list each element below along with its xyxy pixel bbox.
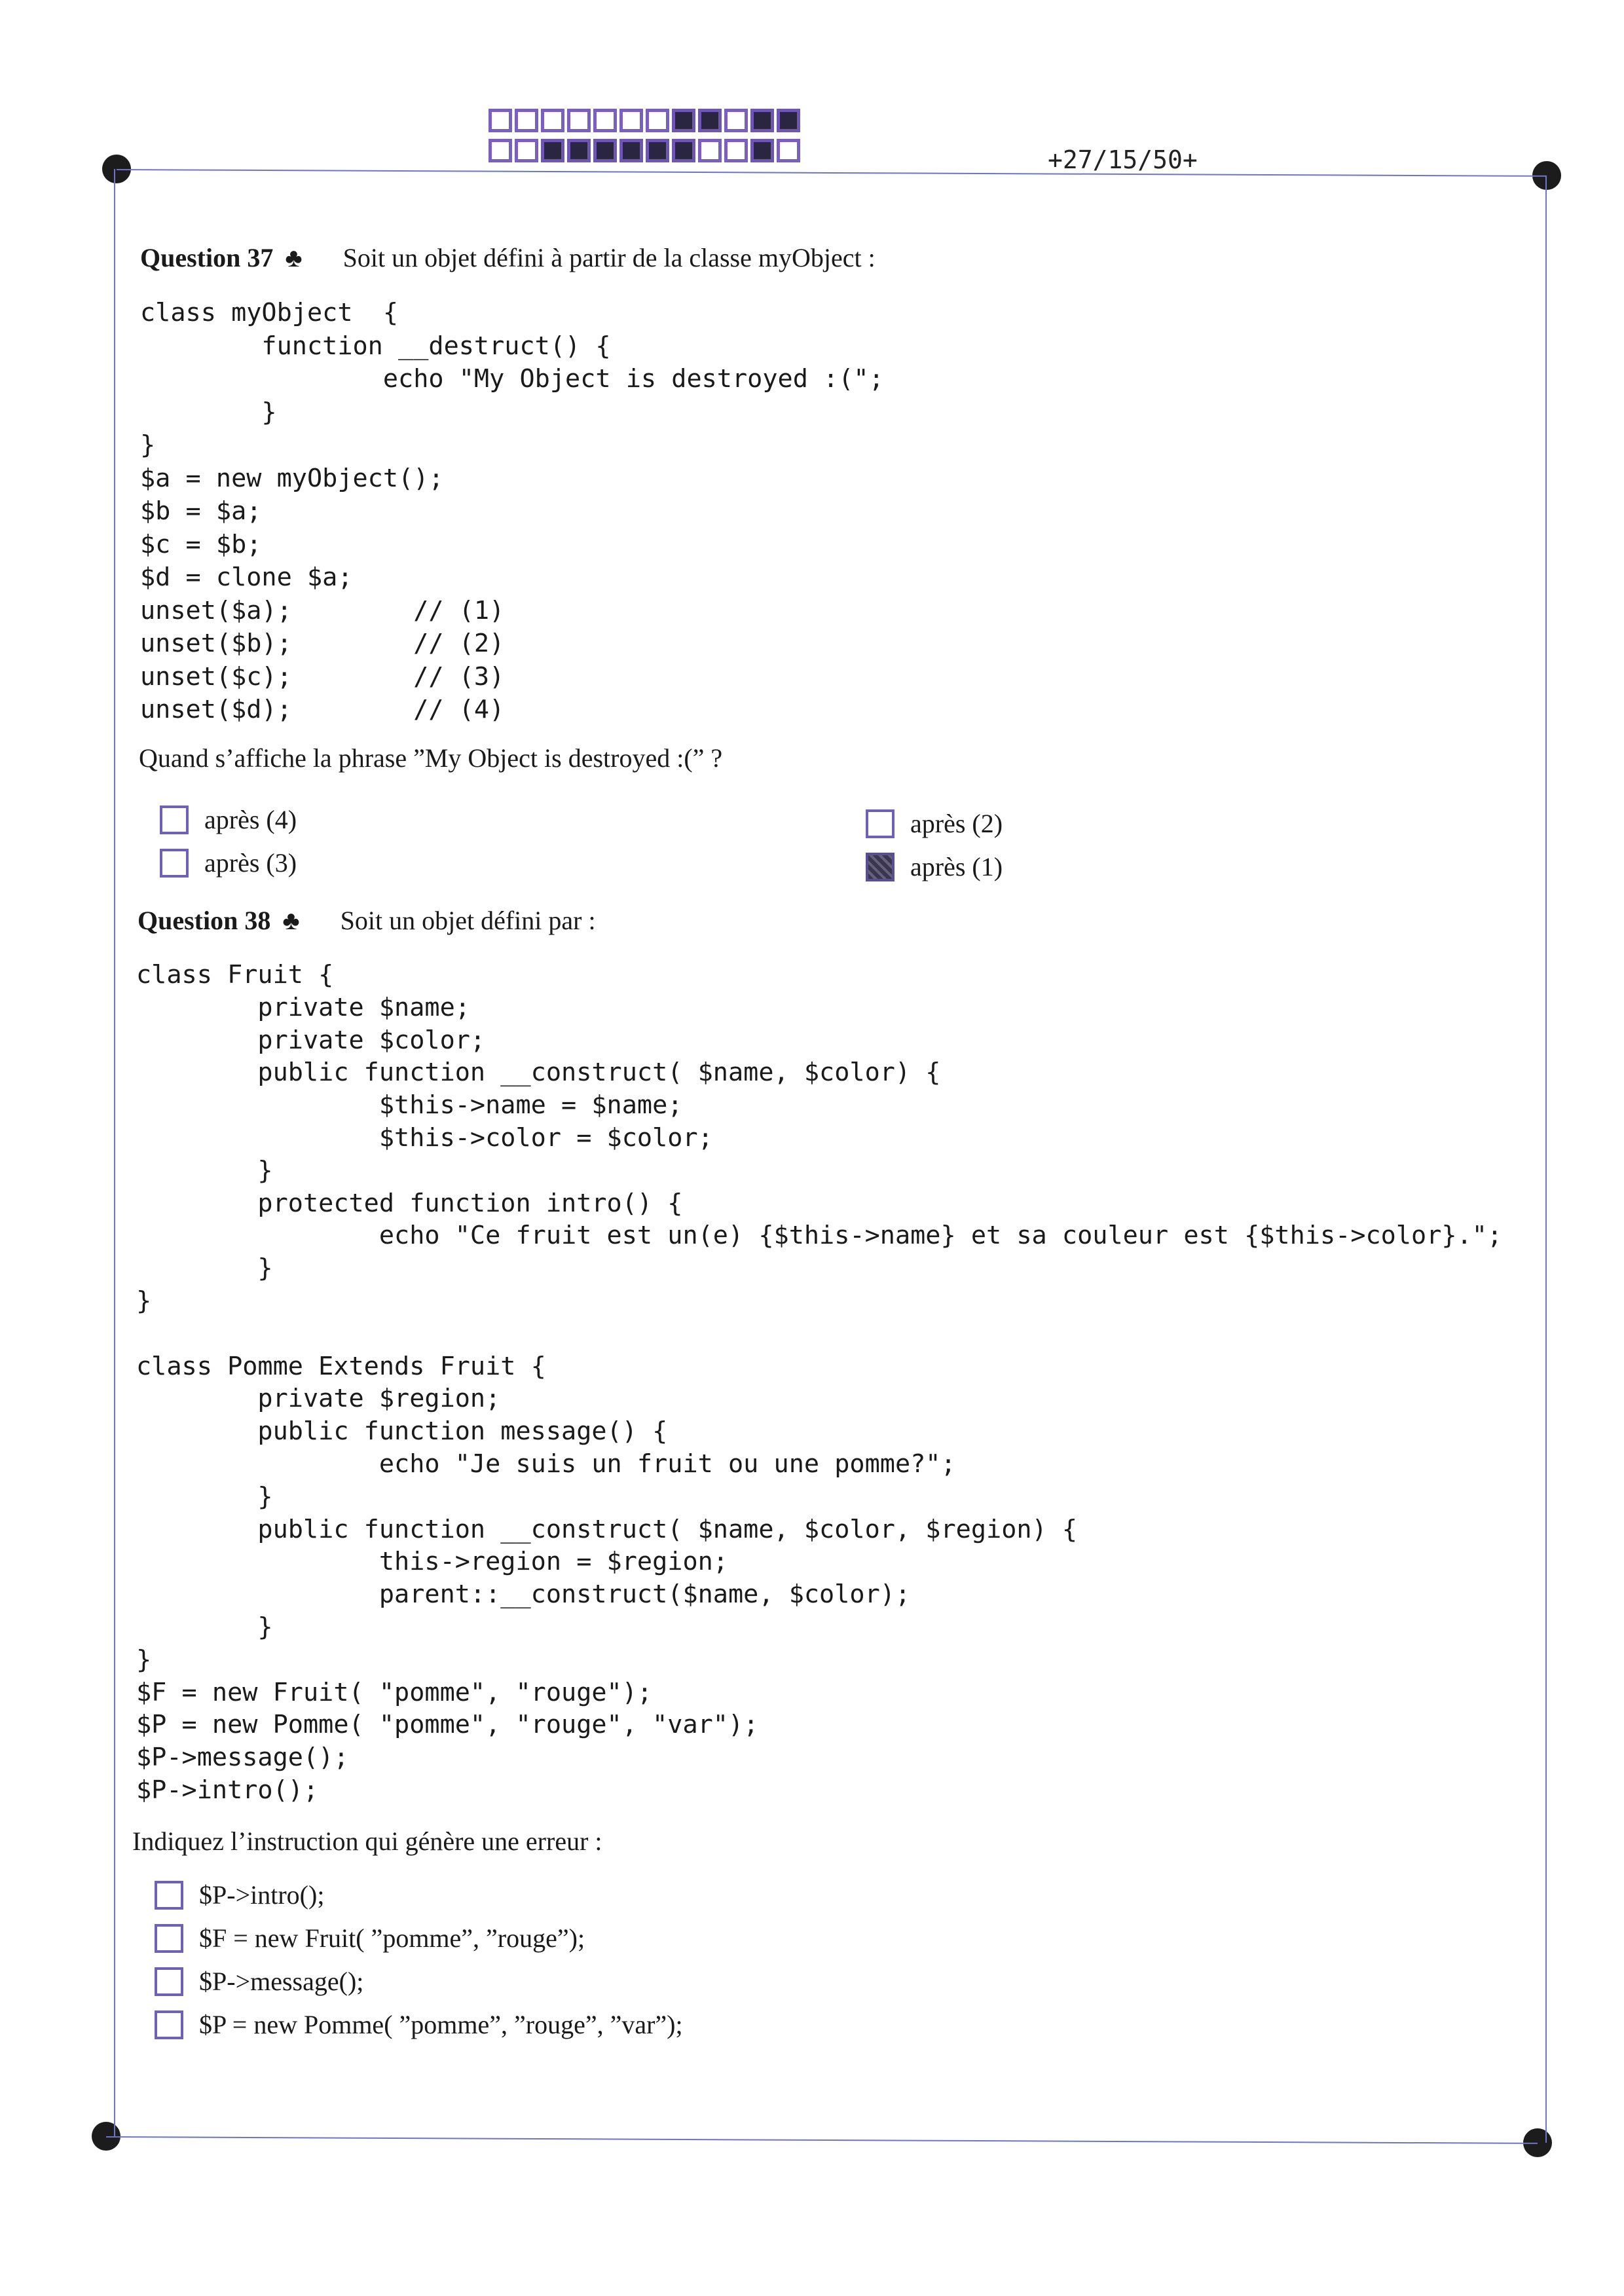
- choice-label: $F = new Fruit( ”pomme”, ”rouge”);: [199, 1923, 585, 1953]
- barcode-cell: [698, 139, 722, 162]
- q37-choice-4[interactable]: [866, 851, 1003, 882]
- frame-right: [1545, 176, 1547, 2143]
- club-icon: ♣: [282, 906, 300, 935]
- barcode-cell: [724, 109, 748, 132]
- frame-top: [117, 169, 1547, 177]
- question-37-label: Question 37: [140, 243, 274, 272]
- barcode-cell: [619, 109, 643, 132]
- q38-choice-3[interactable]: [155, 1966, 363, 1997]
- barcode-cell: [541, 139, 564, 162]
- barcode-cell: [489, 109, 512, 132]
- q38-choice-4[interactable]: [155, 2009, 683, 2040]
- checkbox[interactable]: [155, 2010, 183, 2039]
- frame-bottom: [106, 2136, 1538, 2144]
- club-icon: ♣: [285, 243, 303, 272]
- choice-label: $P->intro();: [199, 1880, 325, 1910]
- barcode-cell: [541, 109, 564, 132]
- choice-label: après (1): [910, 852, 1003, 881]
- barcode-cell: [724, 139, 748, 162]
- barcode-cell: [646, 139, 669, 162]
- barcode-cell: [777, 109, 800, 132]
- checkbox[interactable]: [866, 809, 895, 838]
- barcode-row-2: [489, 139, 803, 162]
- question-37-text: Soit un objet défini à partir de la classe myObject :: [342, 243, 876, 272]
- barcode-cell: [672, 139, 695, 162]
- q37-choice-1[interactable]: [160, 804, 297, 835]
- question-38-label: Question 38: [138, 906, 271, 935]
- barcode-cell: [515, 139, 538, 162]
- choice-label: $P = new Pomme( ”pomme”, ”rouge”, ”var”);: [199, 2010, 683, 2039]
- question-37-prompt: Quand s’affiche la phrase ”My Object is destroyed :(” ?: [139, 743, 723, 773]
- barcode-cell: [750, 109, 774, 132]
- barcode-cell: [672, 109, 695, 132]
- choice-label: après (2): [910, 809, 1003, 838]
- checkbox[interactable]: [160, 849, 189, 878]
- checkbox[interactable]: [160, 805, 189, 834]
- question-38-prompt: Indiquez l’instruction qui génère une erreur :: [132, 1826, 602, 1856]
- barcode-cell: [593, 139, 617, 162]
- choice-label: après (3): [204, 848, 297, 878]
- barcode-cell: [567, 109, 591, 132]
- choice-label: $P->message();: [199, 1967, 364, 1996]
- barcode-cell: [698, 109, 722, 132]
- checkbox[interactable]: [155, 1881, 183, 1910]
- barcode-row-1: [489, 109, 803, 132]
- barcode-cell: [567, 139, 591, 162]
- barcode-cell: [646, 109, 669, 132]
- question-37-header: [140, 242, 876, 273]
- question-38-code: class Fruit { private $name; private $color; public function __construct( $name, $color) { $this->name = $name; $this->color = $color; } protected function intro() { echo "Ce fruit est un(e) {$this->name} et sa couleur est {$this->color}."; } } class Pomme Extends Fruit { private $region; public function message() { echo "Je suis un fruit ou une pomme?"; } public function __construct( $name, $color, $region) { this->region = $region; parent::__construct($name, $color); } } $F = new Fruit( "pomme", "rouge"); $P = new Pomme( "pomme", "rouge", "var"); $P->message(); $P->intro();: [136, 960, 1503, 1805]
- q38-choice-2[interactable]: [155, 1923, 585, 1953]
- barcode-cell: [777, 139, 800, 162]
- barcode-cell: [489, 139, 512, 162]
- choice-label: après (4): [204, 805, 297, 834]
- q37-choice-2[interactable]: [160, 847, 297, 878]
- checkbox[interactable]: [155, 1967, 183, 1996]
- barcode-cell: [619, 139, 643, 162]
- barcode-cell: [750, 139, 774, 162]
- q38-choice-1[interactable]: [155, 1879, 324, 1910]
- barcode-cell: [593, 109, 617, 132]
- barcode-cell: [515, 109, 538, 132]
- q37-choice-3[interactable]: [866, 808, 1003, 839]
- frame-left: [114, 169, 115, 2136]
- question-38-header: [138, 905, 596, 936]
- checkbox[interactable]: [155, 1924, 183, 1953]
- question-37-code: class myObject { function __destruct() { echo "My Object is destroyed :("; } } $a = new myObject(); $b = $a; $c = $b; $d = clone $a; unset($a); // (1) unset($b); // (2) unset($c); // (3) unset($d); // (4): [140, 298, 884, 724]
- question-38-text: Soit un objet défini par :: [340, 906, 596, 935]
- checkbox-checked[interactable]: [866, 853, 895, 881]
- page-id: +27/15/50+: [1048, 145, 1198, 174]
